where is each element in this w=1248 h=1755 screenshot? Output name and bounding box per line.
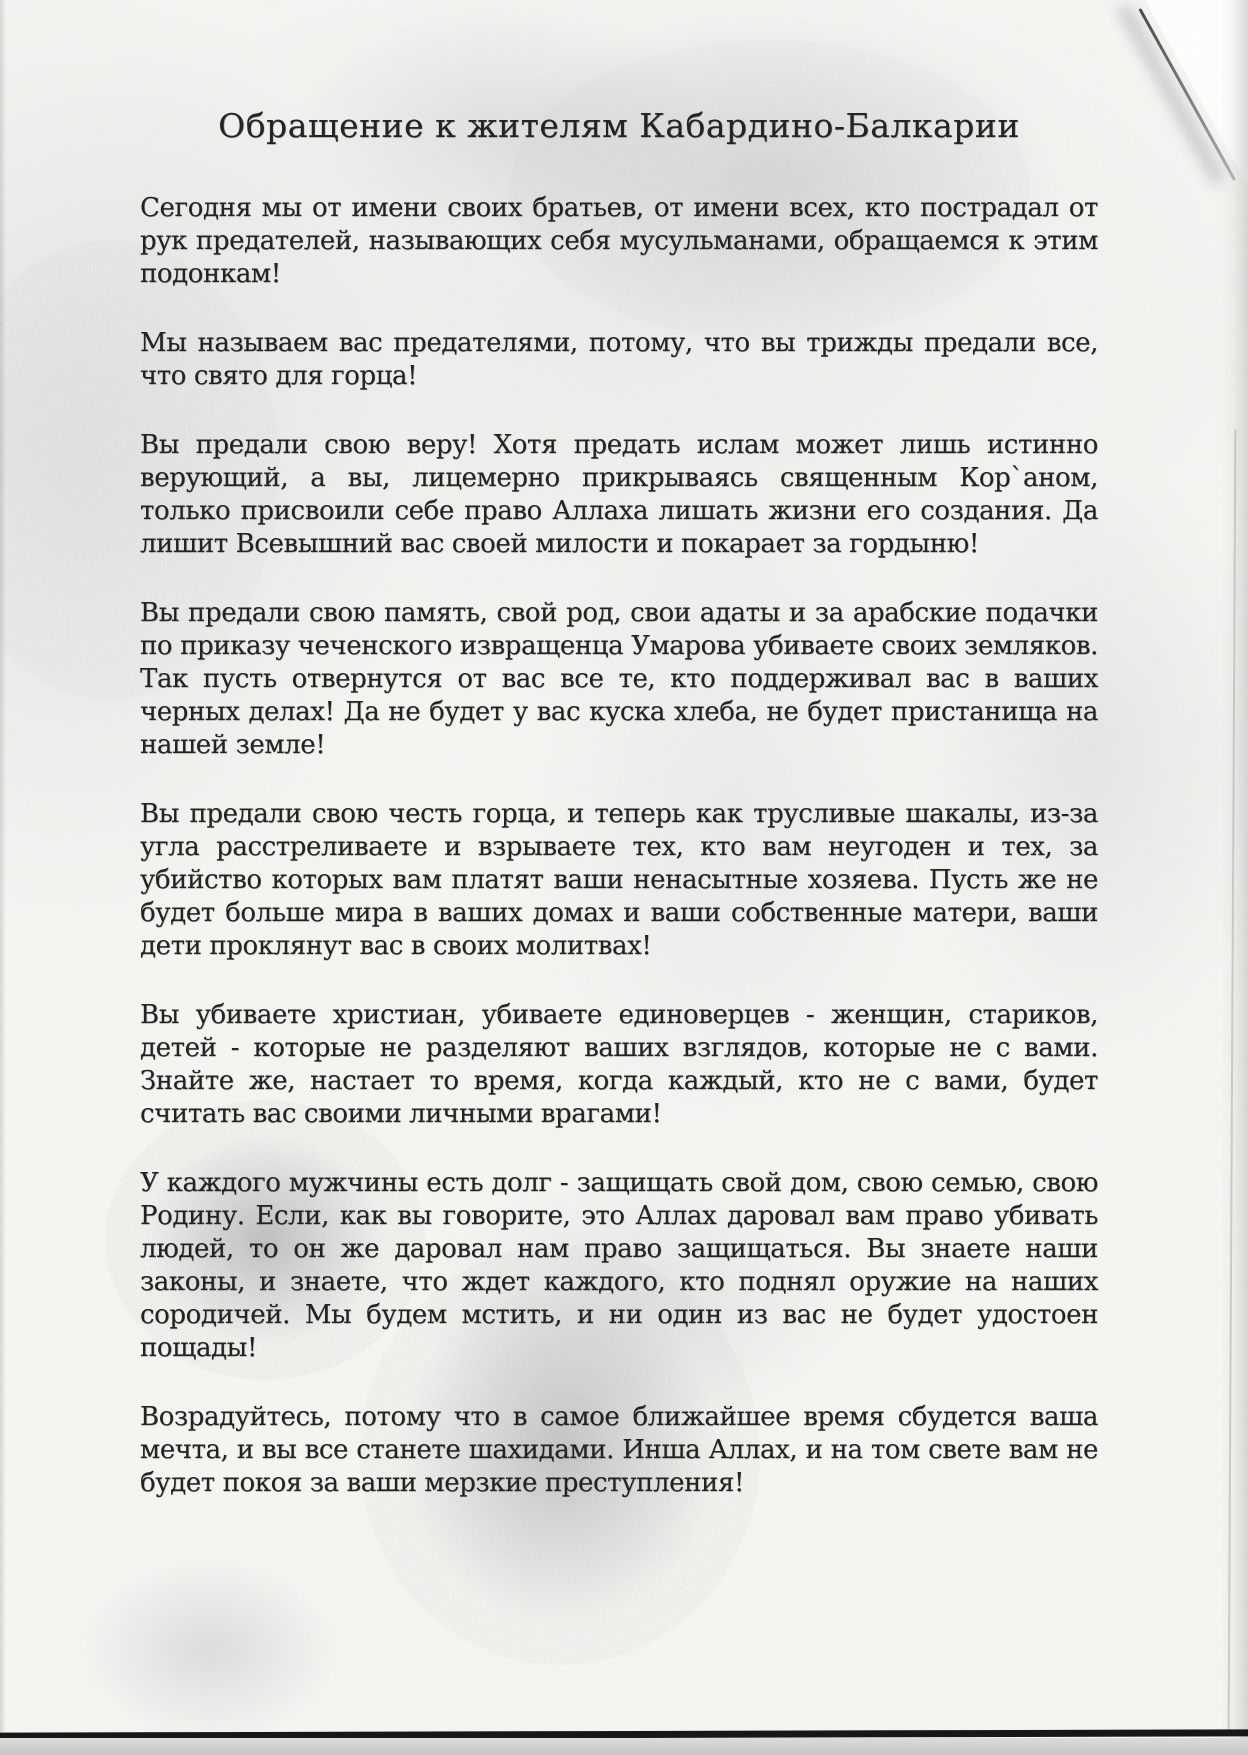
- paragraph: Вы предали свою память, свой род, свои адаты и за арабские подачки по приказу чеченского извращенца Умарова убиваете своих земляков. Так пусть отвернутся от вас все те, кто поддерживал вас в ваших черных делах! Да не будет у вас куска хлеба, не будет пристанища на нашей земле!: [140, 598, 1098, 760]
- document-title: Обращение к жителям Кабардино-Балкарии: [218, 106, 1020, 145]
- paragraph: Возрадуйтесь, потому что в самое ближайшее время сбудется ваша мечта, и вы все станете шахидами. Инша Аллах, и на том свете вам не будет покоя за ваши мерзкие преступления!: [140, 1402, 1098, 1498]
- document-body: [140, 0, 1098, 1536]
- paragraph: Вы убиваете христиан, убиваете единоверцев - женщин, стариков, детей - которые не разделяют ваших взглядов, которые не с вами. Знайте же, настает то время, когда каждый, кто не с вами, будет считать вас своими личными врагами!: [140, 1000, 1098, 1129]
- scanner-bottom-edge-strip: [0, 1738, 1248, 1755]
- paragraph: Мы называем вас предателями, потому, что вы трижды предали все, что свято для горца!: [140, 328, 1098, 391]
- paragraph: У каждого мужчины есть долг - защищать свой дом, свою семью, свою Родину. Если, как вы говорите, это Аллах даровал вам право убивать людей, то он же даровал нам право защищаться. Вы знаете наши законы, и знаете, что ждет каждого, кто поднял оружие на наших сородичей. Мы будем мстить, и ни один из вас не будет удостоен пощады!: [140, 1168, 1098, 1363]
- paragraph: Вы предали свою веру! Хотя предать ислам может лишь истинно верующий, а вы, лицемерно прикрываясь священным Кор`аном, только присвоили себе право Аллаха лишать жизни его создания. Да лишит Всевышний вас своей милости и покарает за гордыню!: [140, 430, 1098, 559]
- paragraph: Вы предали свою честь горца, и теперь как трусливые шакалы, из-за угла расстреливаете и взрываете тех, кто вам неугоден и тех, за убийство которых вам платят ваши ненасытные хозяева. Пусть же не будет больше мира в ваших домах и ваши собственные матери, ваши дети проклянут вас в своих молитвах!: [140, 799, 1098, 961]
- paragraph: Сегодня мы от имени своих братьев, от имени всех, кто пострадал от рук предателей, называющих себя мусульманами, обращаемся к этим подонкам!: [140, 193, 1098, 289]
- paper-left-edge-shadow: [0, 0, 6, 1755]
